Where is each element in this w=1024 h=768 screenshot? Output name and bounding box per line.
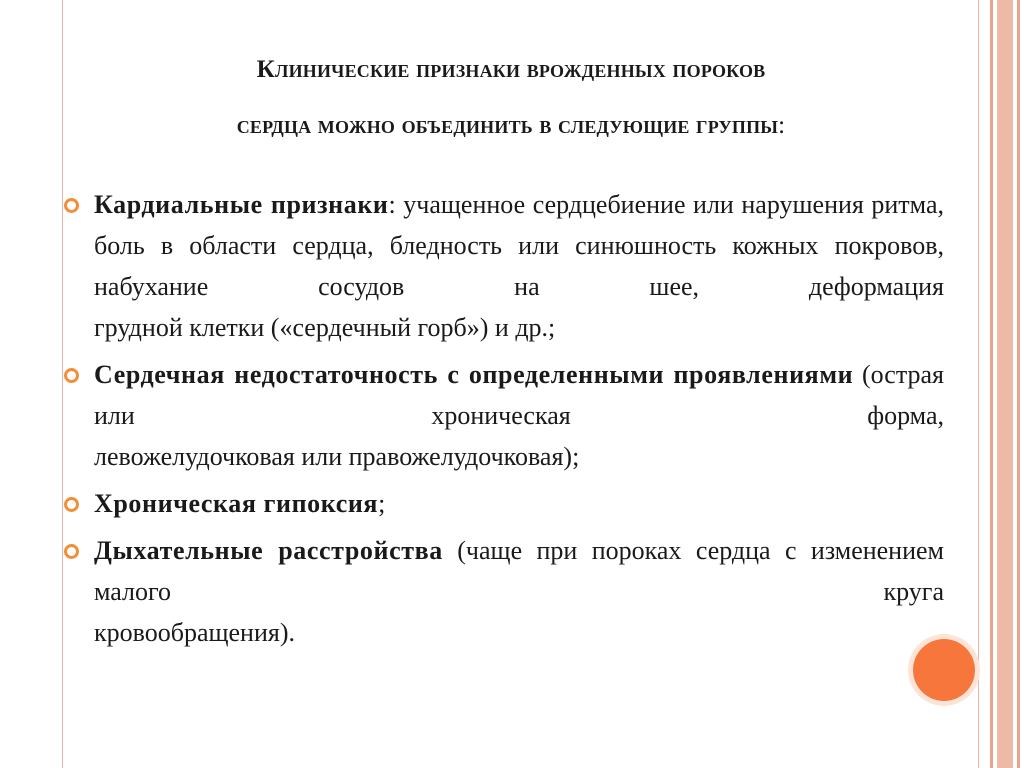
item-heading: Хроническая гипоксия xyxy=(94,489,379,518)
item-text-end: кровообращения). xyxy=(94,618,296,647)
item-text-end: левожелудочковая или правожелудочковая); xyxy=(94,442,580,471)
accent-circle xyxy=(913,639,975,701)
item-text: (чаще при пороках сердца с изменением малого круга xyxy=(94,536,945,606)
item-text: учащенное сердцебиение или нарушения ритма, боль в области сердца, бледность или синюшность кожных покровов, набухание сосудов на шее, деформация xyxy=(94,190,944,301)
title-line-2-text: сердца можно объединить в следующие группы xyxy=(236,112,779,139)
slide-title xyxy=(76,42,946,154)
list-item xyxy=(94,184,944,348)
title-line-2 xyxy=(76,98,946,154)
list-item xyxy=(94,354,944,477)
list-item xyxy=(94,483,944,524)
item-heading: Дыхательные расстройства xyxy=(94,536,443,565)
item-text-end: грудной клетки («сердечный горб») и др.; xyxy=(94,313,556,342)
title-colon: : xyxy=(778,112,786,139)
list-item xyxy=(94,530,944,653)
item-text: ; xyxy=(378,489,386,518)
item-text: (острая или хроническая форма, xyxy=(94,360,945,430)
decorative-stripes xyxy=(980,0,1024,768)
bullet-list xyxy=(94,184,944,659)
title-line-1: Клинические признаки врожденных пороков xyxy=(256,56,766,83)
circle-bullet-icon xyxy=(64,544,79,559)
circle-bullet-icon xyxy=(64,198,79,213)
item-separator: : xyxy=(388,190,396,219)
circle-bullet-icon xyxy=(64,497,79,512)
item-heading: Кардиальные признаки xyxy=(94,190,389,219)
item-heading: Сердечная недостаточность с определенными проявлениями xyxy=(94,360,854,389)
circle-bullet-icon xyxy=(64,368,79,383)
